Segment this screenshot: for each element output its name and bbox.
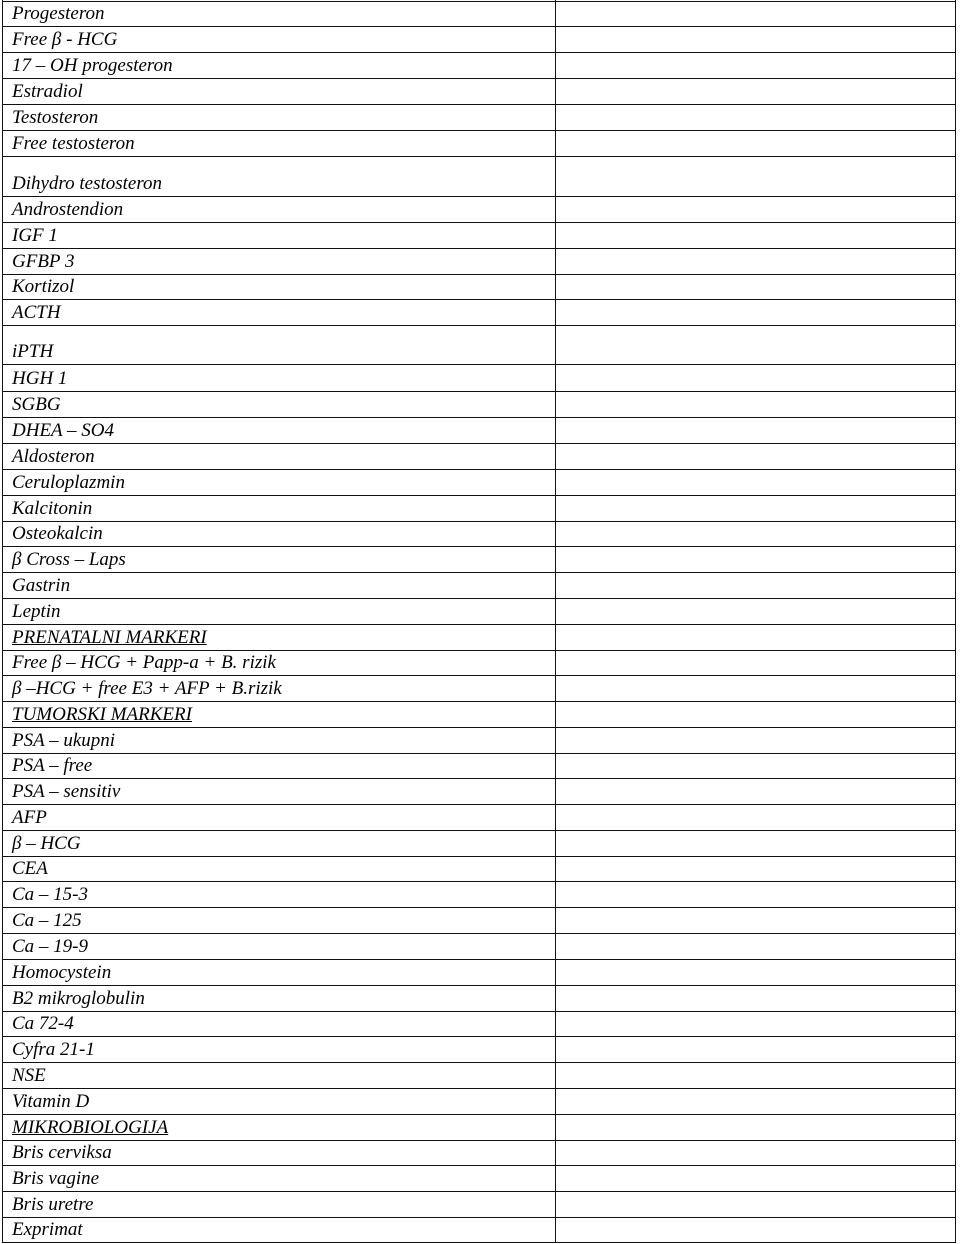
test-name: Ca – 15-3 (12, 884, 88, 905)
result-cell[interactable] (560, 300, 950, 324)
test-name: HGH 1 (12, 368, 68, 389)
result-cell[interactable] (560, 857, 950, 880)
test-name: Progesteron (12, 3, 105, 24)
result-cell[interactable] (560, 1012, 950, 1035)
test-name: β – HCG (12, 833, 81, 854)
result-cell[interactable] (560, 651, 950, 674)
test-name: Ceruloplazmin (12, 472, 125, 493)
test-name: Ca 72-4 (12, 1013, 74, 1034)
test-name: PSA – sensitiv (12, 781, 121, 802)
test-name: Leptin (12, 601, 61, 622)
test-name: Homocystein (12, 962, 112, 983)
result-cell[interactable] (560, 1166, 950, 1190)
result-cell[interactable] (560, 470, 950, 494)
result-cell[interactable] (560, 805, 950, 829)
test-name: Aldosteron (12, 446, 95, 467)
result-cell[interactable] (560, 522, 950, 545)
test-name: Bris cerviksa (12, 1142, 112, 1163)
result-cell[interactable] (560, 392, 950, 416)
result-cell[interactable] (560, 131, 950, 155)
result-cell[interactable] (560, 444, 950, 468)
result-cell[interactable] (560, 53, 950, 77)
test-name: Gastrin (12, 575, 71, 596)
test-name: Kalcitonin (12, 498, 93, 519)
result-cell[interactable] (560, 908, 950, 932)
column-divider (555, 0, 556, 1243)
test-name: β –HCG + free E3 + AFP + B.rizik (12, 678, 282, 699)
test-name: iPTH (12, 341, 54, 362)
test-name: GFBP 3 (12, 251, 75, 272)
test-name: Free β – HCG + Papp-a + B. rizik (12, 652, 276, 673)
table-right-border (955, 0, 956, 1243)
result-cell[interactable] (560, 676, 950, 700)
test-name: NSE (12, 1065, 46, 1086)
test-name: ACTH (12, 302, 61, 323)
test-name: Ca – 125 (12, 910, 82, 931)
section-heading: MIKROBIOLOGIJA (12, 1117, 169, 1138)
result-cell[interactable] (560, 547, 950, 571)
result-cell[interactable] (560, 986, 950, 1010)
test-name: Osteokalcin (12, 523, 103, 544)
result-cell[interactable] (560, 157, 950, 195)
test-name: Dihydro testosteron (12, 173, 163, 194)
test-name: IGF 1 (12, 225, 58, 246)
result-cell[interactable] (560, 960, 950, 984)
test-name: Bris vagine (12, 1168, 100, 1189)
test-name: Estradiol (12, 81, 83, 102)
test-name: Free β - HCG (12, 29, 118, 50)
result-cell[interactable] (560, 573, 950, 597)
row-separator-line (2, 1242, 956, 1243)
result-cell[interactable] (560, 625, 950, 649)
result-cell[interactable] (560, 779, 950, 803)
result-cell[interactable] (560, 831, 950, 855)
result-cell[interactable] (560, 2, 950, 25)
section-heading: TUMORSKI MARKERI (12, 704, 192, 725)
result-cell[interactable] (560, 197, 950, 221)
test-name: PSA – ukupni (12, 730, 116, 751)
result-cell[interactable] (560, 496, 950, 520)
test-name: Cyfra 21-1 (12, 1039, 95, 1060)
result-cell[interactable] (560, 79, 950, 103)
test-name: Kortizol (12, 276, 75, 297)
result-cell[interactable] (560, 27, 950, 51)
result-cell[interactable] (560, 249, 950, 273)
test-name: CEA (12, 858, 48, 879)
result-cell[interactable] (560, 934, 950, 958)
result-cell[interactable] (560, 1115, 950, 1139)
test-name: Bris uretre (12, 1194, 94, 1215)
test-name: 17 – OH progesteron (12, 55, 173, 76)
test-name: Testosteron (12, 107, 99, 128)
result-cell[interactable] (560, 882, 950, 906)
result-cell[interactable] (560, 1089, 950, 1113)
result-cell[interactable] (560, 275, 950, 298)
result-cell[interactable] (560, 1037, 950, 1061)
result-cell[interactable] (560, 326, 950, 363)
result-cell[interactable] (560, 702, 950, 726)
result-cell[interactable] (560, 223, 950, 247)
table-left-border (2, 0, 3, 1243)
test-name: β Cross – Laps (12, 549, 126, 570)
test-name: B2 mikroglobulin (12, 988, 145, 1009)
section-heading: PRENATALNI MARKERI (12, 627, 207, 648)
result-cell[interactable] (560, 105, 950, 129)
result-cell[interactable] (560, 418, 950, 442)
test-name: Ca – 19-9 (12, 936, 88, 957)
test-name: Androstendion (12, 199, 124, 220)
result-cell[interactable] (560, 1192, 950, 1216)
result-cell[interactable] (560, 1218, 950, 1241)
result-cell[interactable] (560, 1063, 950, 1087)
result-cell[interactable] (560, 599, 950, 623)
result-cell[interactable] (560, 754, 950, 777)
result-cell[interactable] (560, 365, 950, 390)
test-name: Free testosteron (12, 133, 135, 154)
result-cell[interactable] (560, 1141, 950, 1164)
test-name: DHEA – SO4 (12, 420, 115, 441)
result-cell[interactable] (560, 728, 950, 752)
test-name: Vitamin D (12, 1091, 90, 1112)
test-name: AFP (12, 807, 47, 828)
test-name: SGBG (12, 394, 61, 415)
test-name: PSA – free (12, 755, 93, 776)
test-name: Exprimat (12, 1219, 83, 1240)
